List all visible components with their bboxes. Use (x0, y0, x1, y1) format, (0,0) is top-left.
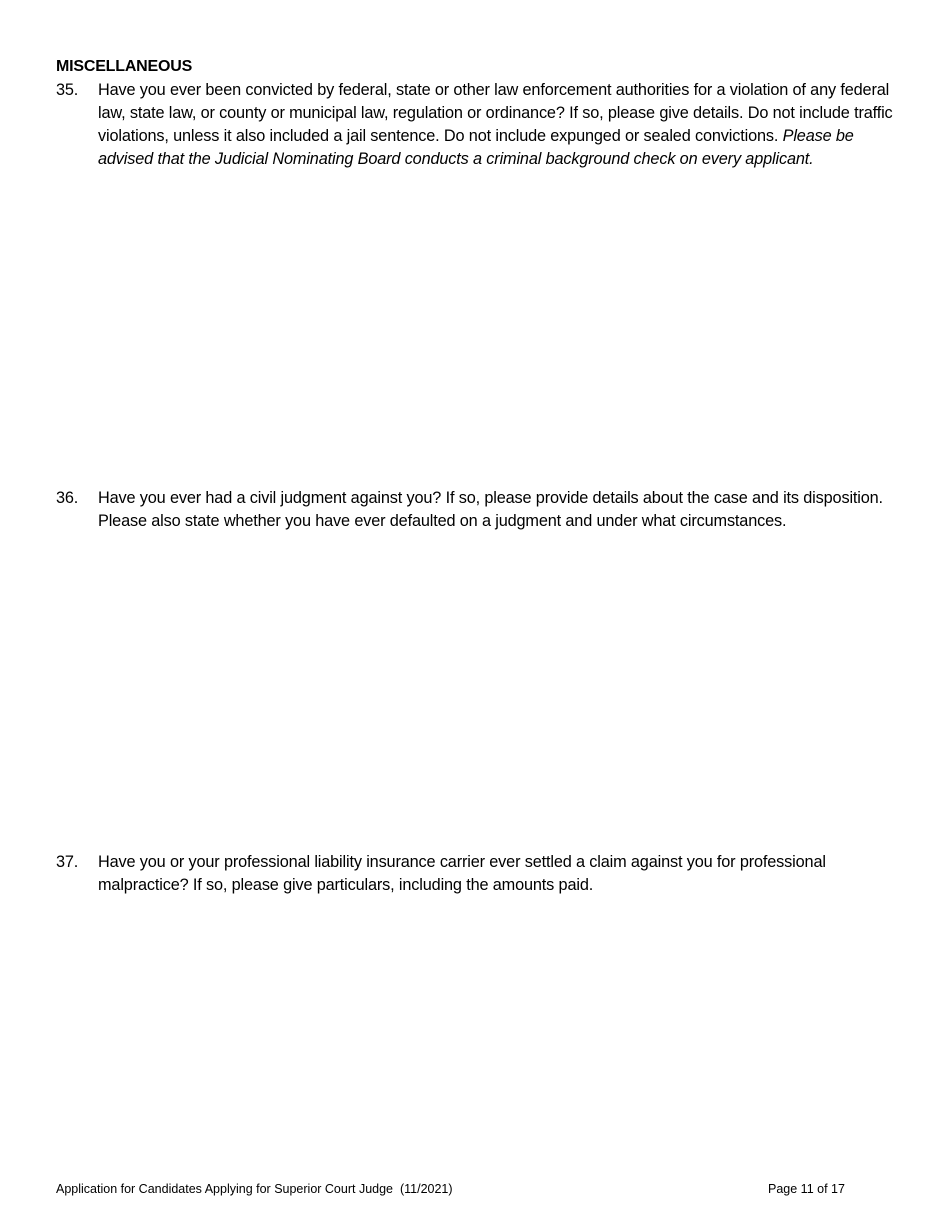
question-number: 37. (56, 853, 79, 871)
footer-title: Application for Candidates Applying for Superior Court Judge (11/2021) (56, 1182, 453, 1196)
question-37 (56, 851, 906, 897)
question-body: Have you ever been convicted by federal, state or other law enforcement authorities for a violation of any federal law, state law, or county or municipal law, regulation or ordinance? If so, please give details. Do not include traffic violations, unless it also included a jail sentence. Do not include expunged or sealed convictions. (98, 81, 893, 145)
question-italic-note: Please be advised that the Judicial Nominating Board conducts a criminal background check on every applicant. (98, 127, 854, 168)
question-body: Have you ever had a civil judgment against you? If so, please provide details about the case and its disposition. Please also state whether you have ever defaulted on a judgment and under what circumstances. (98, 489, 883, 530)
question-number: 35. (56, 81, 79, 99)
footer-page-number: Page 11 of 17 (768, 1182, 845, 1196)
question-text (98, 487, 906, 533)
question-text (98, 79, 906, 171)
question-body: Have you or your professional liability insurance carrier ever settled a claim against you for professional malpractice? If so, please give particulars, including the amounts paid. (98, 853, 826, 894)
section-heading: MISCELLANEOUS (56, 58, 193, 75)
question-35 (56, 79, 906, 171)
question-number: 36. (56, 489, 79, 507)
question-36 (56, 487, 906, 533)
question-text (98, 851, 906, 897)
